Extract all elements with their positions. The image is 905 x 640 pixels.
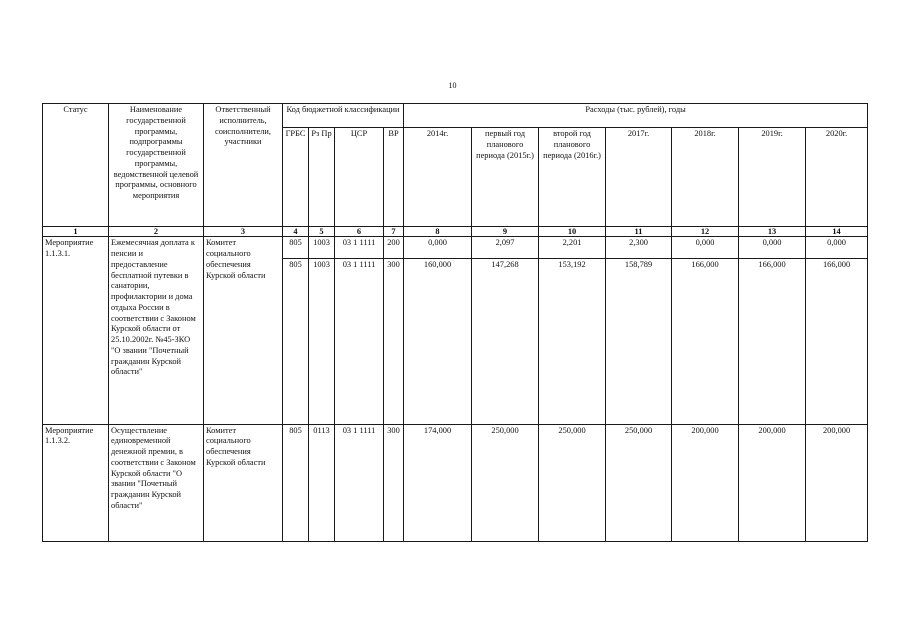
header-2017: 2017г. [606, 128, 672, 227]
cell-2019: 200,000 [739, 424, 806, 541]
table-row [43, 424, 868, 541]
header-2019: 2019г. [739, 128, 806, 227]
cell-2017: 158,789 [606, 259, 672, 424]
header-budget-code: Код бюджетной классификации [283, 104, 404, 128]
table-row [43, 237, 868, 259]
cell-vr: 300 [384, 259, 404, 424]
column-number: 14 [806, 227, 868, 237]
column-number: 11 [606, 227, 672, 237]
column-number: 9 [472, 227, 539, 237]
column-number: 1 [43, 227, 109, 237]
cell-2019: 166,000 [739, 259, 806, 424]
cell-grbs: 805 [283, 424, 309, 541]
cell-csr: 03 1 1111 [335, 237, 384, 259]
cell-2015: 147,268 [472, 259, 539, 424]
cell-2016: 153,192 [539, 259, 606, 424]
header-2016: второй год планового периода (2016г.) [539, 128, 606, 227]
header-responsible: Ответственный исполнитель, соисполнители, участники [204, 104, 283, 227]
cell-grbs: 805 [283, 259, 309, 424]
cell-2018: 166,000 [672, 259, 739, 424]
column-number: 10 [539, 227, 606, 237]
header-vr: ВР [384, 128, 404, 227]
cell-2017: 250,000 [606, 424, 672, 541]
row-responsible: Комитет социального обеспечения Курской области [204, 237, 283, 424]
row-status: Мероприятие 1.1.3.1. [43, 237, 109, 424]
column-number: 13 [739, 227, 806, 237]
column-number: 7 [384, 227, 404, 237]
column-number: 5 [309, 227, 335, 237]
header-expenses: Расходы (тыс. рублей), годы [404, 104, 868, 128]
row-responsible: Комитет социального обеспечения Курской области [204, 424, 283, 541]
cell-vr: 300 [384, 424, 404, 541]
cell-2020: 200,000 [806, 424, 868, 541]
column-number: 2 [109, 227, 204, 237]
cell-2019: 0,000 [739, 237, 806, 259]
cell-csr: 03 1 1111 [335, 259, 384, 424]
row-status: Мероприятие 1.1.3.2. [43, 424, 109, 541]
cell-2020: 0,000 [806, 237, 868, 259]
cell-vr: 200 [384, 237, 404, 259]
cell-2014: 160,000 [404, 259, 472, 424]
cell-2014: 0,000 [404, 237, 472, 259]
header-csr: ЦСР [335, 128, 384, 227]
cell-rzpr: 1003 [309, 259, 335, 424]
column-number-row [43, 227, 868, 237]
cell-csr: 03 1 1111 [335, 424, 384, 541]
column-number: 4 [283, 227, 309, 237]
cell-2017: 2,300 [606, 237, 672, 259]
column-number: 12 [672, 227, 739, 237]
cell-2016: 2,201 [539, 237, 606, 259]
column-number: 6 [335, 227, 384, 237]
header-name: Наименование государственной программы, подпрограммы государственной программы, ведомственной целевой программы, основного мероприятия [109, 104, 204, 227]
header-2018: 2018г. [672, 128, 739, 227]
row-name: Ежемесячная доплата к пенсии и предоставление бесплатной путевки в санатории, профилактории и дома отдыха России в соответствии с Законом Курской области от 25.10.2002г. №45-ЗКО "О звании "Почетный гражданин Курской области" [109, 237, 204, 424]
cell-2018: 200,000 [672, 424, 739, 541]
cell-2018: 0,000 [672, 237, 739, 259]
row-name: Осуществление единовременной денежной премии, в соответствии с Законом Курской области "О звании "Почетный гражданин Курской области" [109, 424, 204, 541]
header-2020: 2020г. [806, 128, 868, 227]
header-status: Статус [43, 104, 109, 227]
header-grbs: ГРБС [283, 128, 309, 227]
cell-2014: 174,000 [404, 424, 472, 541]
budget-table [42, 103, 868, 542]
page-number: 10 [448, 81, 457, 90]
header-2014: 2014г. [404, 128, 472, 227]
cell-2020: 166,000 [806, 259, 868, 424]
cell-2015: 2,097 [472, 237, 539, 259]
cell-rzpr: 0113 [309, 424, 335, 541]
cell-grbs: 805 [283, 237, 309, 259]
header-2015: первый год планового периода (2015г.) [472, 128, 539, 227]
column-number: 8 [404, 227, 472, 237]
cell-rzpr: 1003 [309, 237, 335, 259]
header-row-1 [43, 104, 868, 128]
column-number: 3 [204, 227, 283, 237]
cell-2016: 250,000 [539, 424, 606, 541]
cell-2015: 250,000 [472, 424, 539, 541]
header-rzpr: Рз Пр [309, 128, 335, 227]
